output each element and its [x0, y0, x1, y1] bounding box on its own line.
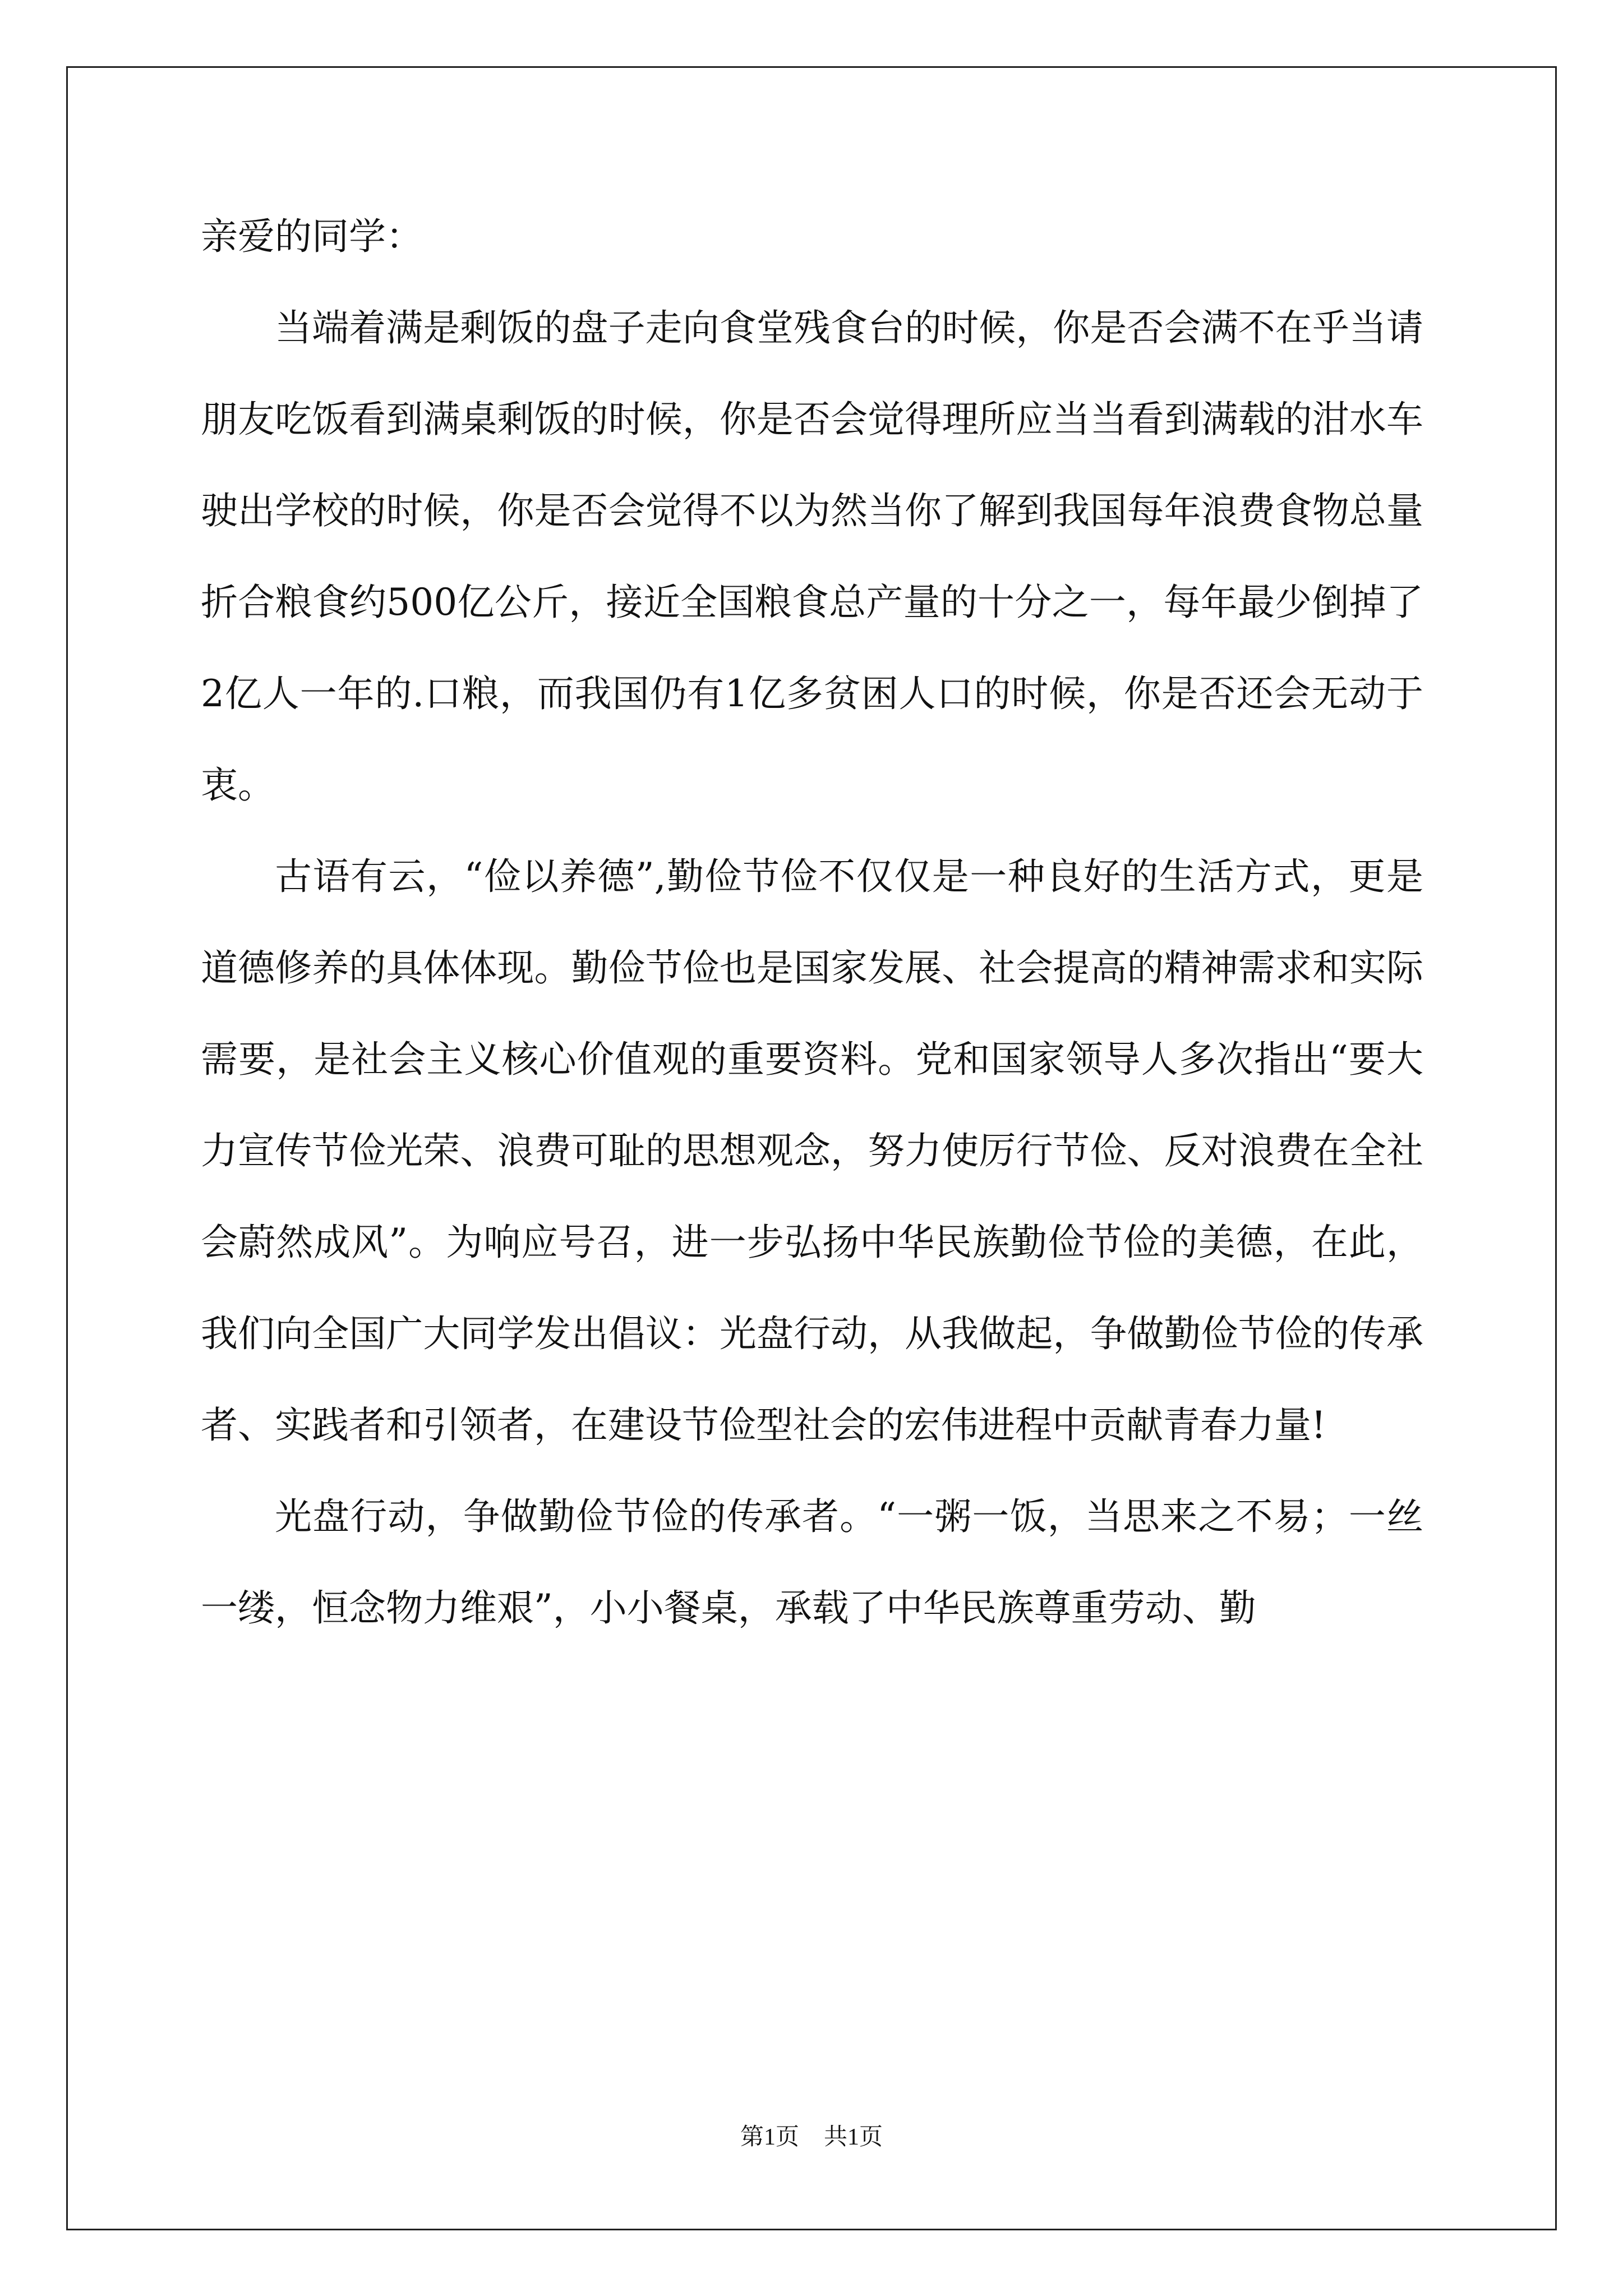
- salutation: 亲爱的同学：: [201, 215, 423, 258]
- paragraph-2: 古语有云，“俭以养德”,勤俭节俭不仅仅是一种良好的生活方式，更是道德修养的具体体现。勤俭节俭也是国家发展、社会提高的精神需求和实际需要，是社会主义核心价值观的重要资料。党和国家领导人多次指出“要大力宣传节俭光荣、浪费可耻的思想观念，努力使厉行节俭、反对浪费在全社会蔚然成风”。为响应号召，进一步弘扬中华民族勤俭节俭的美德，在此，我们向全国广大同学发出倡议：光盘行动，从我做起，争做勤俭节俭的传承者、实践者和引领者，在建设节俭型社会的宏伟进程中贡献青春力量!: [201, 855, 1423, 1447]
- page-number: 第1页: [740, 2124, 799, 2150]
- paragraph-3: 光盘行动，争做勤俭节俭的传承者。“一粥一饭，当思来之不易；一丝一缕，恒念物力维艰”，小小餐桌，承载了中华民族尊重劳动、勤: [201, 1495, 1423, 1630]
- page-footer: [0, 2120, 1623, 2154]
- page-total: 共1页: [824, 2124, 883, 2150]
- paragraph-1: 当端着满是剩饭的盘子走向食堂残食台的时候，你是否会满不在乎当请朋友吃饭看到满桌剩饭的时候，你是否会觉得理所应当当看到满载的泔水车驶出学校的时候，你是否会觉得不以为然当你了解到我国每年浪费食物总量折合粮食约500亿公斤，接近全国粮食总产量的十分之一，每年最少倒掉了2亿人一年的.口粮，而我国仍有1亿多贫困人口的时候，你是否还会无动于衷。: [201, 306, 1423, 807]
- document-body: [201, 191, 1423, 1654]
